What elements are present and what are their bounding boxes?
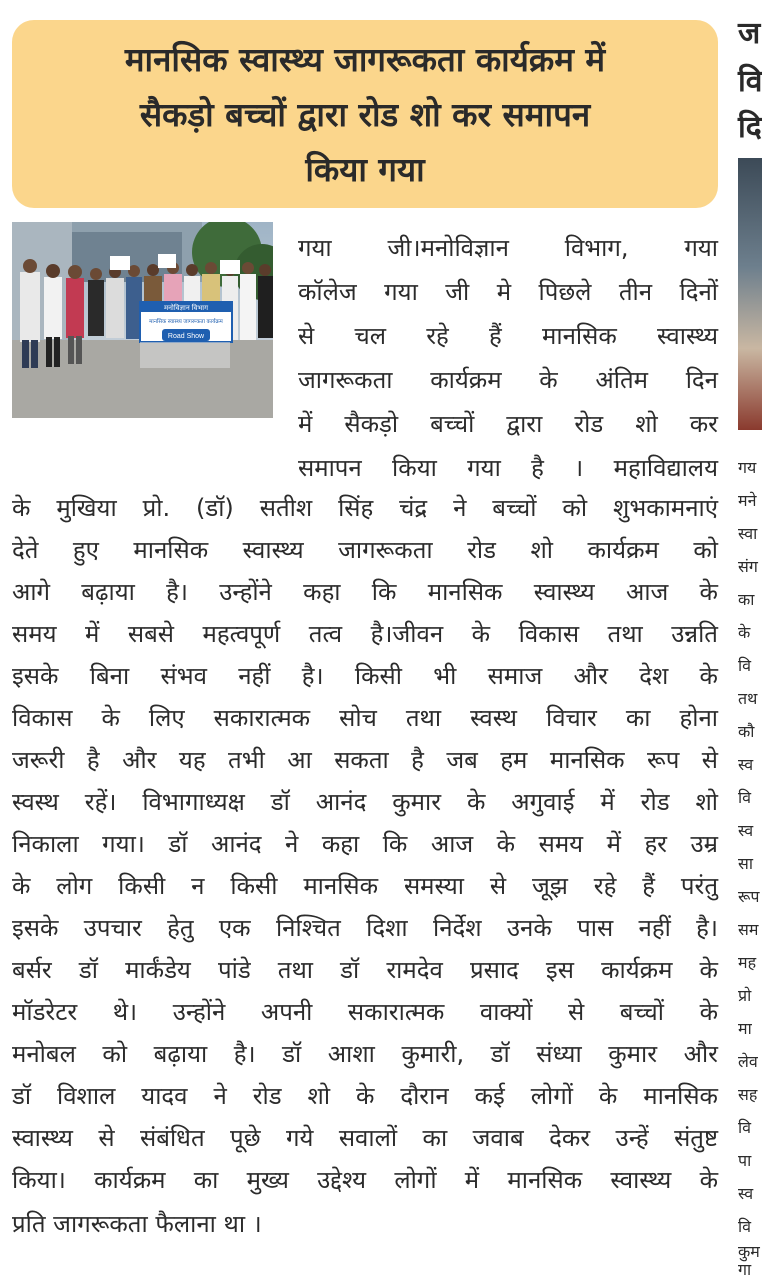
side-text-fragment: वि <box>738 656 752 675</box>
article-line: स्वास्थ्य से संबंधित पूछे गये सवालों का जवाब देकर उन्हें संतुष्ट <box>12 1124 718 1152</box>
side-headline-fragment: वि <box>738 64 762 99</box>
road-show-photo <box>12 222 273 418</box>
side-text-fragment: स्व <box>738 755 754 774</box>
banner-title-text: मनोविज्ञान विभाग <box>163 305 209 312</box>
article-line: समापन किया गया है । महाविद्यालय <box>298 454 718 482</box>
side-text-fragment: प्रो <box>738 986 752 1005</box>
article-line: में सैकड़ो बच्चों द्वारा रोड शो कर <box>298 410 718 438</box>
article-line: गया जी।मनोविज्ञान विभाग, गया <box>298 234 718 262</box>
side-photo-fragment <box>738 158 762 430</box>
article-line: इसके उपचार हेतु एक निश्चित दिशा निर्देश उनके पास नहीं है। <box>12 914 718 942</box>
side-text-fragment: रूप <box>738 887 760 906</box>
article-line: कॉलेज गया जी मे पिछले तीन दिनों <box>298 278 718 306</box>
photo-illustration <box>12 222 273 418</box>
side-text-fragment: वि <box>738 788 752 807</box>
headline-line-2: सैकड़ो बच्चों द्वारा रोड शो कर समापन <box>139 94 591 134</box>
side-text-fragment: स्व <box>738 1184 754 1203</box>
article-line: मनोबल को बढ़ाया है। डॉ आशा कुमारी, डॉ संध्या कुमार और <box>12 1040 718 1068</box>
side-text-fragment: गय <box>738 458 757 477</box>
side-text-fragment: का <box>738 590 755 609</box>
side-text-fragment: संग <box>738 557 758 576</box>
article-line: के मुखिया प्रो. (डॉ) सतीश सिंह चंद्र ने बच्चों को शुभकामनाएं <box>12 494 718 522</box>
banner-subtitle-text: मानसिक स्वास्थ्य जागरूकता कार्यक्रम <box>149 319 223 325</box>
article-line: किया। कार्यक्रम का मुख्य उद्देश्य लोगों में मानसिक स्वास्थ्य के <box>12 1166 718 1194</box>
side-text-fragment: मा <box>738 1019 752 1038</box>
article-line: देते हुए मानसिक स्वास्थ्य जागरूकता रोड शो कार्यक्रम को <box>12 536 718 564</box>
side-text-fragment: वि <box>738 1217 752 1236</box>
article-line: स्वस्थ रहें। विभागाध्यक्ष डॉ आनंद कुमार के अगुवाई में रोड शो <box>12 788 718 816</box>
article-line: मॉडरेटर थे। उन्होंने अपनी सकारात्मक वाक्यों से बच्चों के <box>12 998 718 1026</box>
headline-line-1: मानसिक स्वास्थ्य जागरूकता कार्यक्रम में <box>124 39 606 79</box>
side-text-fragment: मह <box>738 953 757 972</box>
article-line: के लोग किसी न किसी मानसिक समस्या से जूझ रहे हैं परंतु <box>12 872 718 900</box>
side-text-fragment: पा <box>738 1151 752 1170</box>
side-text-fragment: लेव <box>738 1052 758 1071</box>
adjacent-column-fragment <box>736 0 762 1280</box>
article-line: प्रति जागरूकता फैलाना था । <box>12 1210 262 1238</box>
article-line: से चल रहे हैं मानसिक स्वास्थ्य <box>298 322 718 350</box>
article-line: निकाला गया। डॉ आनंद ने कहा कि आज के समय में हर उम्र <box>12 830 718 858</box>
article-line: आगे बढ़ाया है। उन्होंने कहा कि मानसिक स्वास्थ्य आज के <box>12 578 718 606</box>
side-headline-fragment: ज <box>738 16 761 51</box>
article-line: जरूरी है और यह तभी आ सकता है जब हम मानसिक रूप से <box>12 746 718 774</box>
side-text-fragment: गा <box>738 1260 752 1279</box>
side-text-fragment: के <box>738 623 751 642</box>
side-text-fragment: कौ <box>738 722 755 741</box>
side-headline-fragment: दि <box>738 110 762 145</box>
side-text-fragment: वि <box>738 1118 752 1137</box>
article-line: जागरूकता कार्यक्रम के अंतिम दिन <box>298 366 718 394</box>
side-text-fragment: स्व <box>738 821 754 840</box>
side-text-fragment: कुम <box>738 1242 760 1261</box>
banner-tag-text: Road Show <box>167 333 205 340</box>
side-text-fragment: मने <box>738 491 757 510</box>
article-line: बर्सर डॉ मार्कंडेय पांडे तथा डॉ रामदेव प्रसाद इस कार्यक्रम के <box>12 956 718 984</box>
side-text-fragment: स्वा <box>738 524 758 543</box>
article-line: इसके बिना संभव नहीं है। किसी भी समाज और देश के <box>12 662 718 690</box>
headline-line-3: किया गया <box>305 149 425 189</box>
side-text-fragment: सा <box>738 854 753 873</box>
article-line: समय में सबसे महत्वपूर्ण तत्व है।जीवन के विकास तथा उन्नति <box>12 620 718 648</box>
article-line: डॉ विशाल यादव ने रोड शो के दौरान कई लोगों के मानसिक <box>12 1082 718 1110</box>
article-line: विकास के लिए सकारात्मक सोच तथा स्वस्थ विचार का होना <box>12 704 718 732</box>
side-text-fragment: सम <box>738 920 759 939</box>
side-text-fragment: सह <box>738 1085 758 1104</box>
headline-box <box>12 20 718 208</box>
side-text-fragment: तथ <box>738 689 758 708</box>
